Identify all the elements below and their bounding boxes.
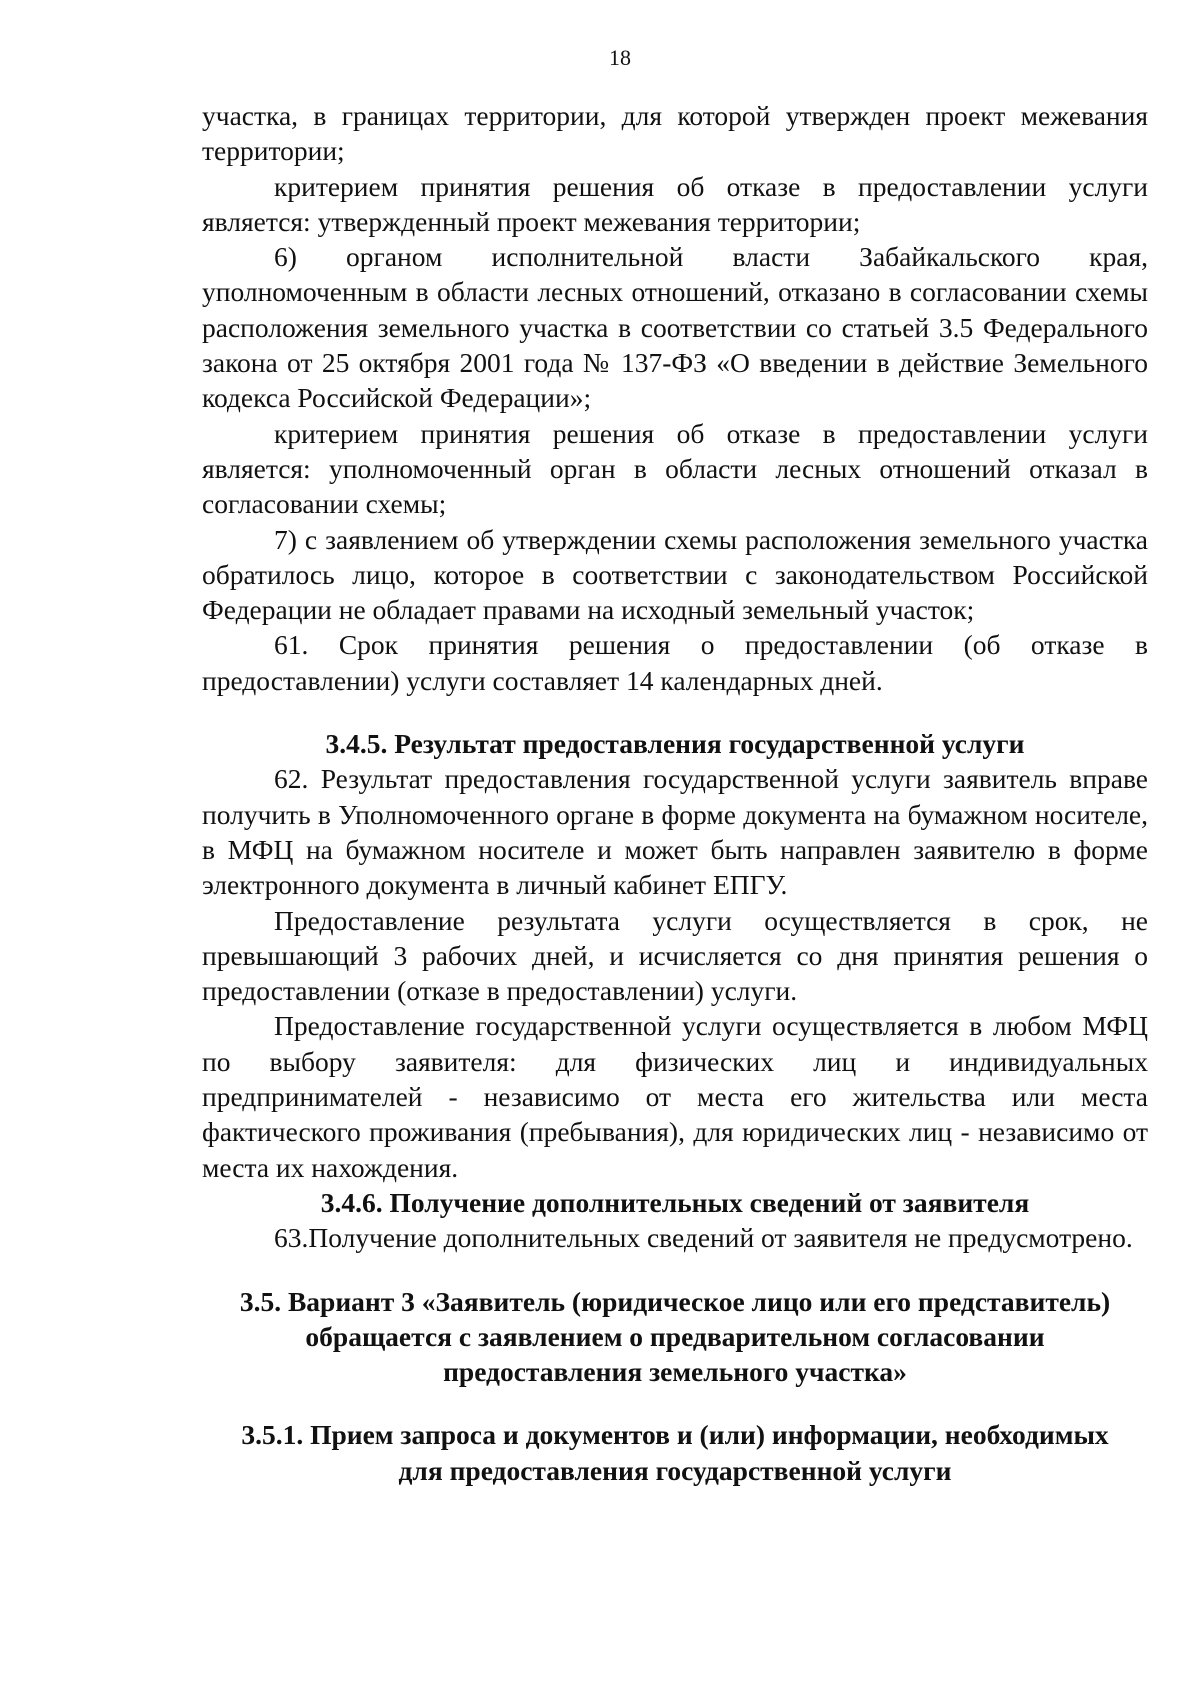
heading-line: 3.5. Вариант 3 «Заявитель (юридическое лицо или его представитель)	[239, 1285, 1111, 1317]
paragraph: 61. Срок принятия решения о предоставлении (об отказе в предоставлении) услуги составляет 14 календарных дней.	[202, 629, 1148, 696]
document-body	[202, 98, 1148, 1488]
paragraph: 7) с заявлением об утверждении схемы расположения земельного участка обратилось лицо, которое в соответствии с законодательством Российской Федерации не обладает правами на исходный земельный участок;	[202, 523, 1148, 626]
paragraph: критерием принятия решения об отказе в предоставлении услуги является: утвержденный проект межевания территории;	[202, 170, 1148, 237]
paragraph: критерием принятия решения об отказе в предоставлении услуги является: уполномоченный орган в области лесных отношений отказал в согласовании схемы;	[202, 417, 1148, 520]
section-heading-3-5	[202, 1284, 1148, 1390]
section-heading-3-5-1	[202, 1417, 1148, 1488]
section-heading-3-4-5: 3.4.5. Результат предоставления государственной услуги	[325, 728, 1025, 760]
section-heading-3-4-6: 3.4.6. Получение дополнительных сведений от заявителя	[320, 1186, 1030, 1218]
heading-line: предоставления земельного участка»	[443, 1356, 907, 1388]
paragraph: Предоставление государственной услуги осуществляется в любом МФЦ по выбору заявителя: для физических лиц и индивидуальных предпринимателей - независимо от места его жительства или места фактического проживания (пребывания), для юридических лиц - независимо от места их нахождения.	[202, 1010, 1148, 1183]
heading-line: обращается с заявлением о предварительном согласовании	[305, 1320, 1045, 1352]
paragraph: участка, в границах территории, для которой утвержден проект межевания территории;	[202, 100, 1148, 167]
heading-line: 3.5.1. Прием запроса и документов и (или) информации, необходимых	[241, 1419, 1109, 1451]
paragraph: 63.Получение дополнительных сведений от заявителя не предусмотрено.	[274, 1222, 1133, 1254]
page-number: 18	[609, 45, 631, 70]
paragraph: 6) органом исполнительной власти Забайкальского края, уполномоченным в области лесных отношений, отказано в согласовании схемы расположения земельного участка в соответствии со статьей 3.5 Федерального закона от 25 октября 2001 года № 137-ФЗ «О введении в действие Земельного кодекса Российской Федерации»;	[202, 241, 1148, 414]
paragraph: 62. Результат предоставления государственной услуги заявитель вправе получить в Уполномоченного органе в форме документа на бумажном носителе, в МФЦ на бумажном носителе и может быть направлен заявителю в форме электронного документа в личный кабинет ЕПГУ.	[202, 763, 1148, 901]
heading-line: для предоставления государственной услуги	[398, 1454, 952, 1486]
paragraph: Предоставление результата услуги осуществляется в срок, не превышающий 3 рабочих дней, и исчисляется со дня принятия решения о предоставлении (отказе в предоставлении) услуги.	[202, 904, 1148, 1007]
